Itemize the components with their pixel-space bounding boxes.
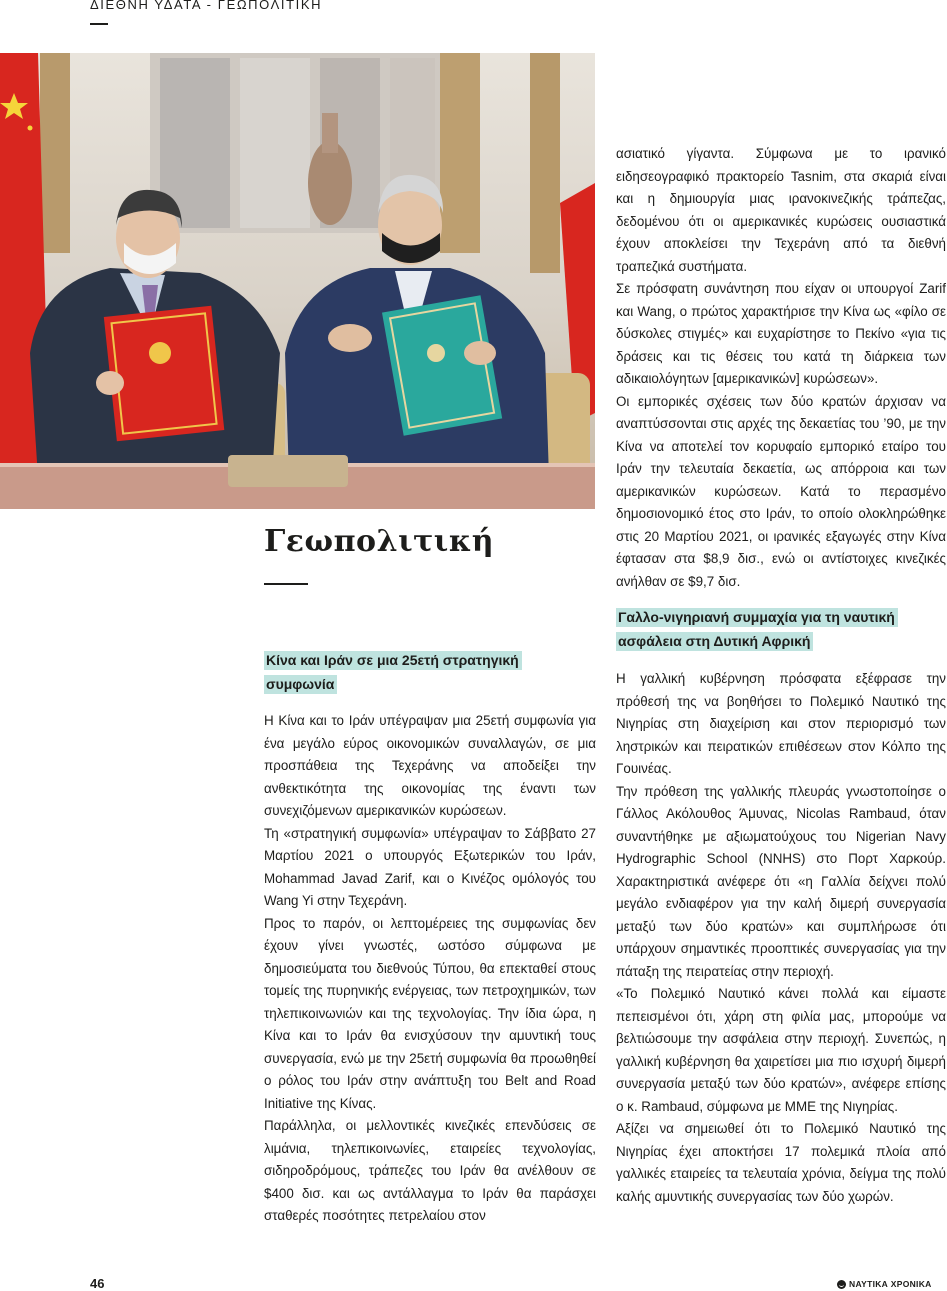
story1-column-right [616, 143, 946, 593]
ship-logo-icon [837, 1280, 846, 1289]
story1-paragraph: Τη «στρατηγική συμφωνία» υπέγραψαν το Σάββατο 27 Μαρτίου 2021 ο υπουργός Εξωτερικών του Ιράν, Mohammad Javad Zarif, και ο Κινέζος ομόλογός του Wang Yi στην Τεχεράνη. [264, 825, 596, 908]
brand-footer [837, 1279, 932, 1289]
story2-headline [616, 605, 941, 653]
photo-illustration [0, 53, 595, 509]
brand-name: ΝΑΥΤΙΚΑ ΧΡΟΝΙΚΑ [849, 1279, 932, 1289]
running-head-rule [90, 23, 108, 25]
story1-paragraph: Σε πρόσφατη συνάντηση που είχαν οι υπουργοί Zarif και Wang, ο πρώτος χαρακτήρισε την Κίνα ως «φίλο σε δύσκολες στιγμές» και ευχαρίστησε το Πεκίνο «για τις δράσεις και τις θέσεις του κατά τη διάρκεια των αδικαιολόγητων [αμερικανικών] κυρώσεων». [616, 281, 946, 386]
story2-paragraph: Την πρόθεση της γαλλικής πλευράς γνωστοποίησε ο Γάλλος Ακόλουθος Άμυνας, Nicolas Rambaud, όταν συναντήθηκε με αξιωματούχους του Nigerian Navy Hydrographic School (NNHS) στο Πορτ Χαρκούρ. Χαρακτηριστικά ανέφερε ότι «η Γαλλία δείχνει πολύ μεγάλο ενδιαφέρον για την καλή διμερή συνεργασία μεταξύ των δύο κρατών» και συμπλήρωσε ότι υπάρχουν σημαντικές προοπτικές συνεργασίας για την πάταξη της πειρατείας στην περιοχή. [616, 783, 946, 979]
story1-headline-text: Κίνα και Ιράν σε μια 25ετή στρατηγική συμφωνία [264, 651, 522, 694]
story2-paragraph: «Το Πολεμικό Ναυτικό κάνει πολλά και είμαστε πεπεισμένοι ότι, χάρη στη φιλία μας, μπορούμε να βελτιώσουμε την ασφάλεια στην περιοχή. Συνεπώς, η γαλλική κυβέρνηση θα χαιρετίσει μια πιο ισχυρή διμερή συνεργασία μεταξύ των δύο κρατών», ανέφερε επίσης ο κ. Rambaud, σύμφωνα με ΜΜΕ της Νιγηρίας. [616, 986, 946, 1114]
page-number: 46 [90, 1276, 105, 1291]
story1-column-left [264, 710, 596, 1228]
running-head: ΔΙΕΘΝΗ ΥΔΑΤΑ - ΓΕΩΠΟΛΙΤΙΚΗ [90, 0, 323, 12]
article-photo [0, 53, 595, 509]
story2-paragraph: Αξίζει να σημειωθεί ότι το Πολεμικό Ναυτικό της Νιγηρίας έχει αποκτήσει 17 πολεμικά πλοία από γαλλικές εταιρείες τα τελευταία χρόνια, δείγμα της πολύ καλής αμυντικής συνεργασίας των δύο χωρών. [616, 1121, 946, 1204]
story1-paragraph: ασιατικό γίγαντα. Σύμφωνα με το ιρανικό ειδησεογραφικό πρακτορείο Tasnim, στα σκαριά είναι και η δημιουργία μιας ιρανοκινεζικής τράπεζας, δεδομένου ότι οι αμερικανικές κυρώσεις ουσιαστικά έχουν αποκλείσει την Τεχεράνη από τα διεθνή τραπεζικά συστήματα. [616, 146, 946, 274]
section-title-rule [264, 583, 308, 585]
section-title: Γεωπολιτική [264, 524, 495, 559]
story2-headline-text: Γαλλο-νιγηριανή συμμαχία για τη ναυτική ασφάλεια στη Δυτική Αφρική [616, 608, 898, 651]
story1-paragraph: Οι εμπορικές σχέσεις των δύο κρατών άρχισαν να αναπτύσσονται στις αρχές της δεκαετίας του ’90, με την Κίνα να αποτελεί τον κορυφαίο εμπορικό εταίρο του Ιράν την τελευταία δεκαετία, ως απόρροια και των αμερικανικών κυρώσεων. Κατά το περασμένο δημοσιονομικό έτος στο Ιράν, το οποίο ολοκληρώθηκε στις 20 Μαρτίου 2021, οι ιρανικές εξαγωγές στην Κίνα έφτασαν στα $8,9 δισ., ενώ οι αντίστοιχες κινεζικές ανήλθαν σε $9,7 δισ. [616, 393, 946, 589]
story1-paragraph: Παράλληλα, οι μελλοντικές κινεζικές επενδύσεις σε λιμάνια, τηλεπικοινωνίες, εταιρείες τεχνολογίας, σιδηροδρόμους, τράπεζες του Ιράν θα ανέλθουν σε $400 δισ. και ως αντάλλαγμα το Ιράν θα παράσχει σταθερές ποσότητες πετρελαίου στον [264, 1118, 596, 1223]
story1-paragraph: Η Κίνα και το Ιράν υπέγραψαν μια 25ετή συμφωνία για ένα μεγάλο εύρος οικονομικών συναλλαγών, σε μια προσπάθεια της Τεχεράνης να αποδείξει την ανθεκτικότητα της οικονομίας της έναντι των συνεχιζόμενων αμερικανικών κυρώσεων. [264, 713, 596, 818]
story2-column [616, 668, 946, 1208]
story2-paragraph: Η γαλλική κυβέρνηση πρόσφατα εξέφρασε την πρόθεσή της να βοηθήσει το Πολεμικό Ναυτικό της Νιγηρίας στη διαχείριση και στον περιορισμό των ληστρικών και πειρατικών επιθέσεων στον Κόλπο της Γουινέας. [616, 671, 946, 776]
story1-paragraph: Προς το παρόν, οι λεπτομέρειες της συμφωνίας δεν έχουν γίνει γνωστές, ωστόσο σύμφωνα με δημοσιεύματα του διεθνούς Τύπου, θα επεκταθεί στους τομείς της πυρηνικής ενέργειας, των πετροχημικών, των τηλεπικοινωνιών και της τεχνολογίας. Την ίδια ώρα, η Κίνα και το Ιράν θα ενισχύσουν την αμυντική τους συνεργασία, ενώ με την 25ετή συμφωνία θα προωθηθεί ο ρόλος του Ιράν στην ανάπτυξη του Belt and Road Initiative της Κίνας. [264, 915, 596, 1111]
story1-headline [264, 648, 584, 696]
